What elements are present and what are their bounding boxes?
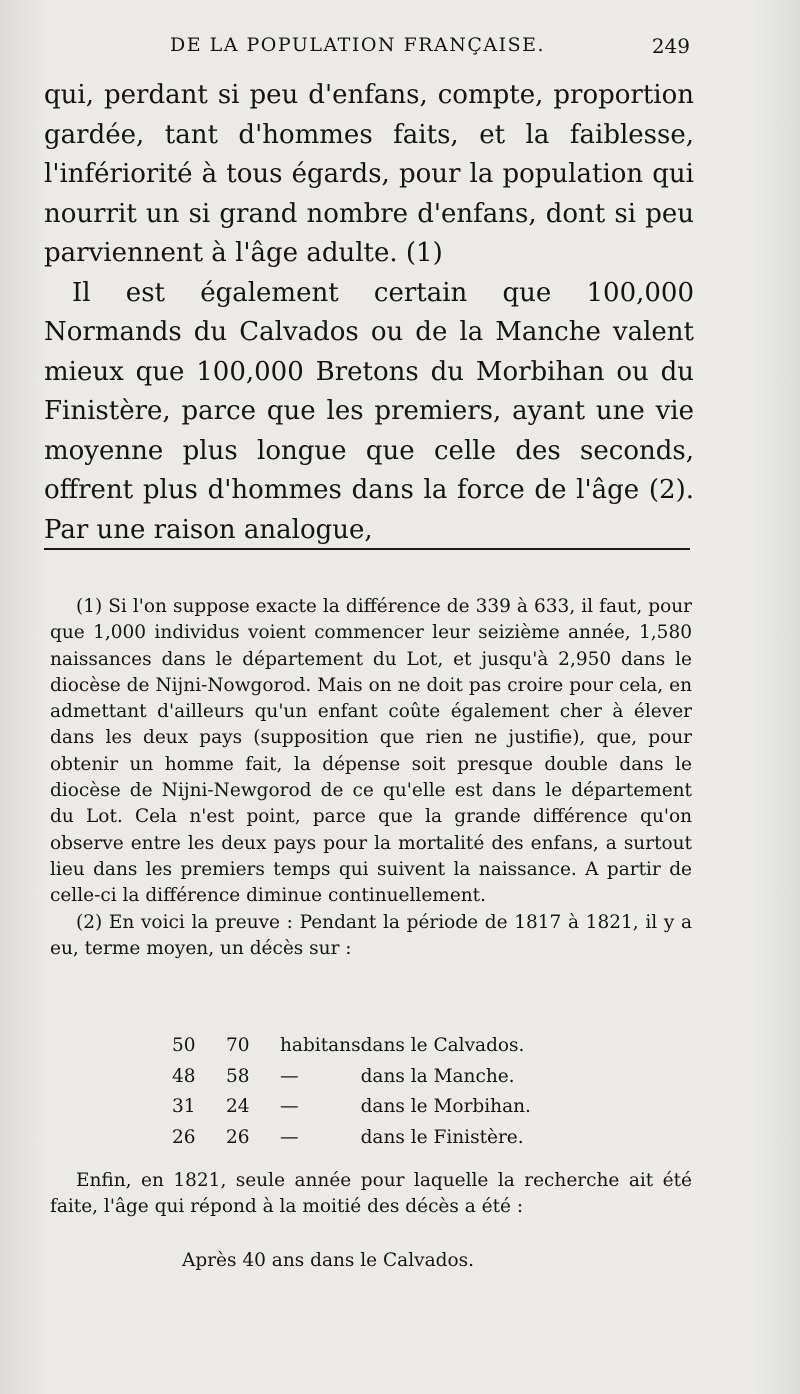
value-b: 58 xyxy=(226,1065,250,1087)
page-header xyxy=(110,34,690,70)
value-a: 26 xyxy=(172,1126,196,1148)
enfin-paragraph: Enfin, en 1821, seule année pour laquelle la recherche ait été faite, l'âge qui répond à la moitié des décès a été : xyxy=(50,1170,692,1218)
deaths-table xyxy=(172,1035,531,1157)
value-a: 50 xyxy=(172,1035,196,1056)
value-a: 48 xyxy=(172,1065,196,1087)
ditto-dash: — xyxy=(280,1126,299,1148)
footnote-2-continuation xyxy=(50,1168,692,1221)
table-row xyxy=(172,1066,531,1097)
footnote-1: (1) Si l'on suppose exacte la différence de 339 à 633, il faut, pour que 1,000 individus voient commencer leur seizième année, 1,580 naissances dans le département du Lot, et jusqu'à 2,950 dans le diocèse de Nijni-Nowgorod. Mais on ne doit pas croire pour cela, en admettant d'ailleurs qu'un enfant coûte également cher à élever dans les deux pays (supposition que rien ne justifie), que, pour obtenir un homme fait, la dépense soit presque double dans le diocèse de Nijni-Newgorod de ce qu'elle est dans le département du Lot. Cela n'est point, parce que la grande différence qu'on observe entre les deux pays pour la mortalité des enfans, a surtout lieu dans les premiers temps qui suivent la naissance. A partir de celle-ci la différence diminue continuellement. xyxy=(50,596,692,907)
paragraph-2: Il est également certain que 100,000 Normands du Calvados ou de la Manche valent mieux que 100,000 Bretons du Morbihan ou du Finistère, parce que les premiers, ayant une vie moyenne plus longue que celle des seconds, offrent plus d'hommes dans la force de l'âge (2). Par une raison analogue, xyxy=(44,277,694,545)
value-b: 24 xyxy=(226,1096,250,1117)
value-b: 26 xyxy=(226,1126,250,1148)
page-number: 249 xyxy=(651,34,690,58)
main-text xyxy=(44,76,694,550)
place-label: dans la Manche. xyxy=(360,1065,515,1087)
ditto-dash: — xyxy=(280,1096,299,1117)
ditto-dash: — xyxy=(280,1065,299,1087)
table-row xyxy=(172,1127,531,1158)
unit-label: habitans xyxy=(280,1035,361,1056)
footnote-2: (2) En voici la preuve : Pendant la période de 1817 à 1821, il y a eu, terme moyen, un décès sur : xyxy=(50,911,692,959)
value-a: 31 xyxy=(172,1096,196,1117)
place-label: dans le Finistère. xyxy=(360,1126,524,1148)
place-label: dans le Calvados. xyxy=(360,1035,525,1056)
value-b: 70 xyxy=(226,1035,250,1056)
footnotes xyxy=(50,594,692,962)
table-row xyxy=(172,1035,531,1066)
running-title: DE LA POPULATION FRANÇAISE. xyxy=(170,34,546,56)
after-age-line: Après 40 ans dans le Calvados. xyxy=(182,1250,474,1271)
footnote-separator-rule xyxy=(44,548,690,550)
paragraph-1: qui, perdant si peu d'enfans, compte, proportion gardée, tant d'hommes faits, et la faiblesse, l'infériorité à tous égards, pour la population qui nourrit un si grand nombre d'enfans, dont si peu parviennent à l'âge adulte. (1) xyxy=(44,80,694,268)
place-label: dans le Morbihan. xyxy=(360,1096,531,1117)
table-row xyxy=(172,1096,531,1127)
